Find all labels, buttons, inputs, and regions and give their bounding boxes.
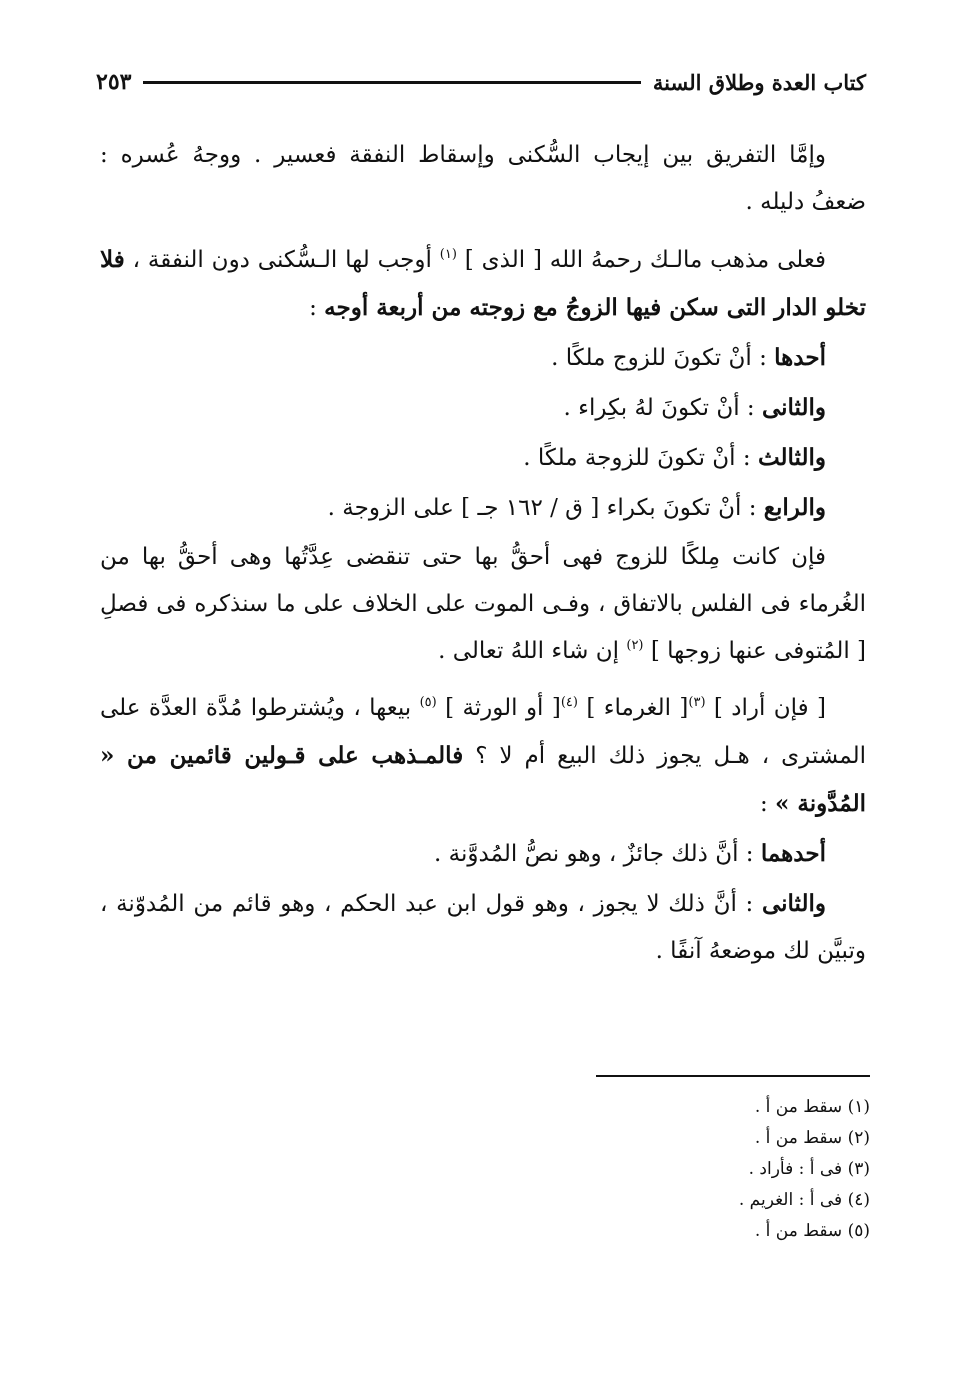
paragraph-4-bold: فالمـذهب على قـولين قائمين من « المُدَّونة » bbox=[100, 742, 866, 817]
paragraph-2-text: فعلى مذهب مالـك رحمهُ الله [ الذى ] bbox=[464, 247, 826, 273]
list-item bbox=[100, 434, 866, 482]
footnote: (٤) فى أ : الغريم . bbox=[738, 1190, 870, 1210]
list-item bbox=[100, 484, 866, 532]
list-item-label: والرابع bbox=[763, 494, 826, 521]
paragraph-3-text: فإن كانت مِلكًا للزوج فهى أحقُّ بها حتى تنقضى عِدَّتُها وهى أحقُّ بها من الغُرماء فى الفلس بالاتفاق ، وفـى الموت على الخلاف على ما سنذكره فى فصلِ [ المُتوفى عنها زوجها ] bbox=[100, 544, 866, 664]
list-item bbox=[100, 334, 866, 382]
footnotes bbox=[500, 1092, 870, 1247]
paragraph-1-text: وإمَّا التفريق بين إيجاب السُّكنى وإسقاط النفقة فعسير . ووجهُ عُسره : ضعفُ دليله . bbox=[100, 142, 866, 215]
list-item-label: أحدها bbox=[774, 344, 826, 371]
list-item-text: : أنْ تكونَ لهُ بكِراء . bbox=[563, 395, 762, 421]
footnote: (٥) سقط من أ . bbox=[754, 1221, 870, 1241]
list-item-text: : أنْ تكونَ بكراء [ ق / ١٦٢ جـ ] على الزوجة . bbox=[327, 495, 764, 521]
list-item-label: والثانى bbox=[761, 394, 826, 421]
main-text bbox=[100, 132, 866, 977]
paragraph-3 bbox=[100, 534, 866, 675]
footnote-ref-1: (١) bbox=[439, 247, 457, 262]
paragraph-1 bbox=[100, 132, 866, 226]
paragraph-4-seg-2: [ الغرماء ] bbox=[586, 695, 689, 721]
paragraph-4 bbox=[100, 685, 866, 828]
footnote: (٣) فى أ : فأراد . bbox=[748, 1159, 870, 1179]
footnote-ref-4: (٤) bbox=[560, 695, 578, 710]
list-item-label: والثالث bbox=[757, 444, 826, 471]
list-item bbox=[100, 384, 866, 432]
sub-list-item bbox=[100, 830, 866, 878]
paragraph-4-seg-1: [ فإن أراد ] bbox=[713, 695, 827, 721]
footnote-ref-3: (٣) bbox=[688, 695, 706, 710]
footnote-separator bbox=[596, 1075, 870, 1077]
sub-list-item-text: : أنَّ ذلك جائزٌ ، وهو نصُّ المُدوَّنة . bbox=[434, 841, 761, 867]
paragraph-2 bbox=[100, 236, 866, 332]
paragraph-4-end: : bbox=[759, 791, 775, 817]
header-rule bbox=[143, 81, 640, 84]
paragraph-2-end: : bbox=[309, 295, 325, 321]
sub-list-item-label: والثانى bbox=[761, 890, 826, 917]
paragraph-3-end: إن شاء اللهُ تعالى . bbox=[438, 638, 627, 664]
paragraph-2-text-cont: أوجب لها الـسُّكنى دون النفقة ، bbox=[124, 247, 440, 273]
sub-list-item-label: أحدهما bbox=[760, 840, 826, 867]
running-title: كتاب العدة وطلاق السنة bbox=[652, 69, 866, 95]
paragraph-2-bold: فلا تخلو الدار التى سكن فيها الزوجُ مع زوجته من أربعة أوجه bbox=[100, 246, 866, 321]
list-item-text: : أنْ تكونَ للزوجة ملكًا . bbox=[523, 445, 758, 471]
page-header bbox=[96, 62, 866, 102]
page-number: ٢٥٣ bbox=[96, 69, 132, 95]
sub-list-item bbox=[100, 880, 866, 975]
footnote-ref-5: (٥) bbox=[419, 695, 437, 710]
sub-list-item-text: : أنَّ ذلك لا يجوز ، وهو قول ابن عبد الحكم ، وهو قائم من المُدوّنة ، وتبيَّن لك موضعهُ آنفًا . bbox=[100, 891, 866, 964]
footnote-ref-2: (٢) bbox=[626, 638, 644, 653]
list-item-text: : أنْ تكونَ للزوج ملكًا . bbox=[551, 345, 775, 371]
paragraph-4-seg-3: [ أو الورثة ] bbox=[445, 695, 561, 721]
footnote: (٢) سقط من أ . bbox=[754, 1128, 870, 1148]
paragraph-4-seg-4: بيعها ، ويُشترطوا مُدَّة العدَّة على المشترى ، هـل يجوز ذلك البيع أم لا ؟ bbox=[100, 695, 867, 769]
footnote: (١) سقط من أ . bbox=[754, 1097, 870, 1117]
